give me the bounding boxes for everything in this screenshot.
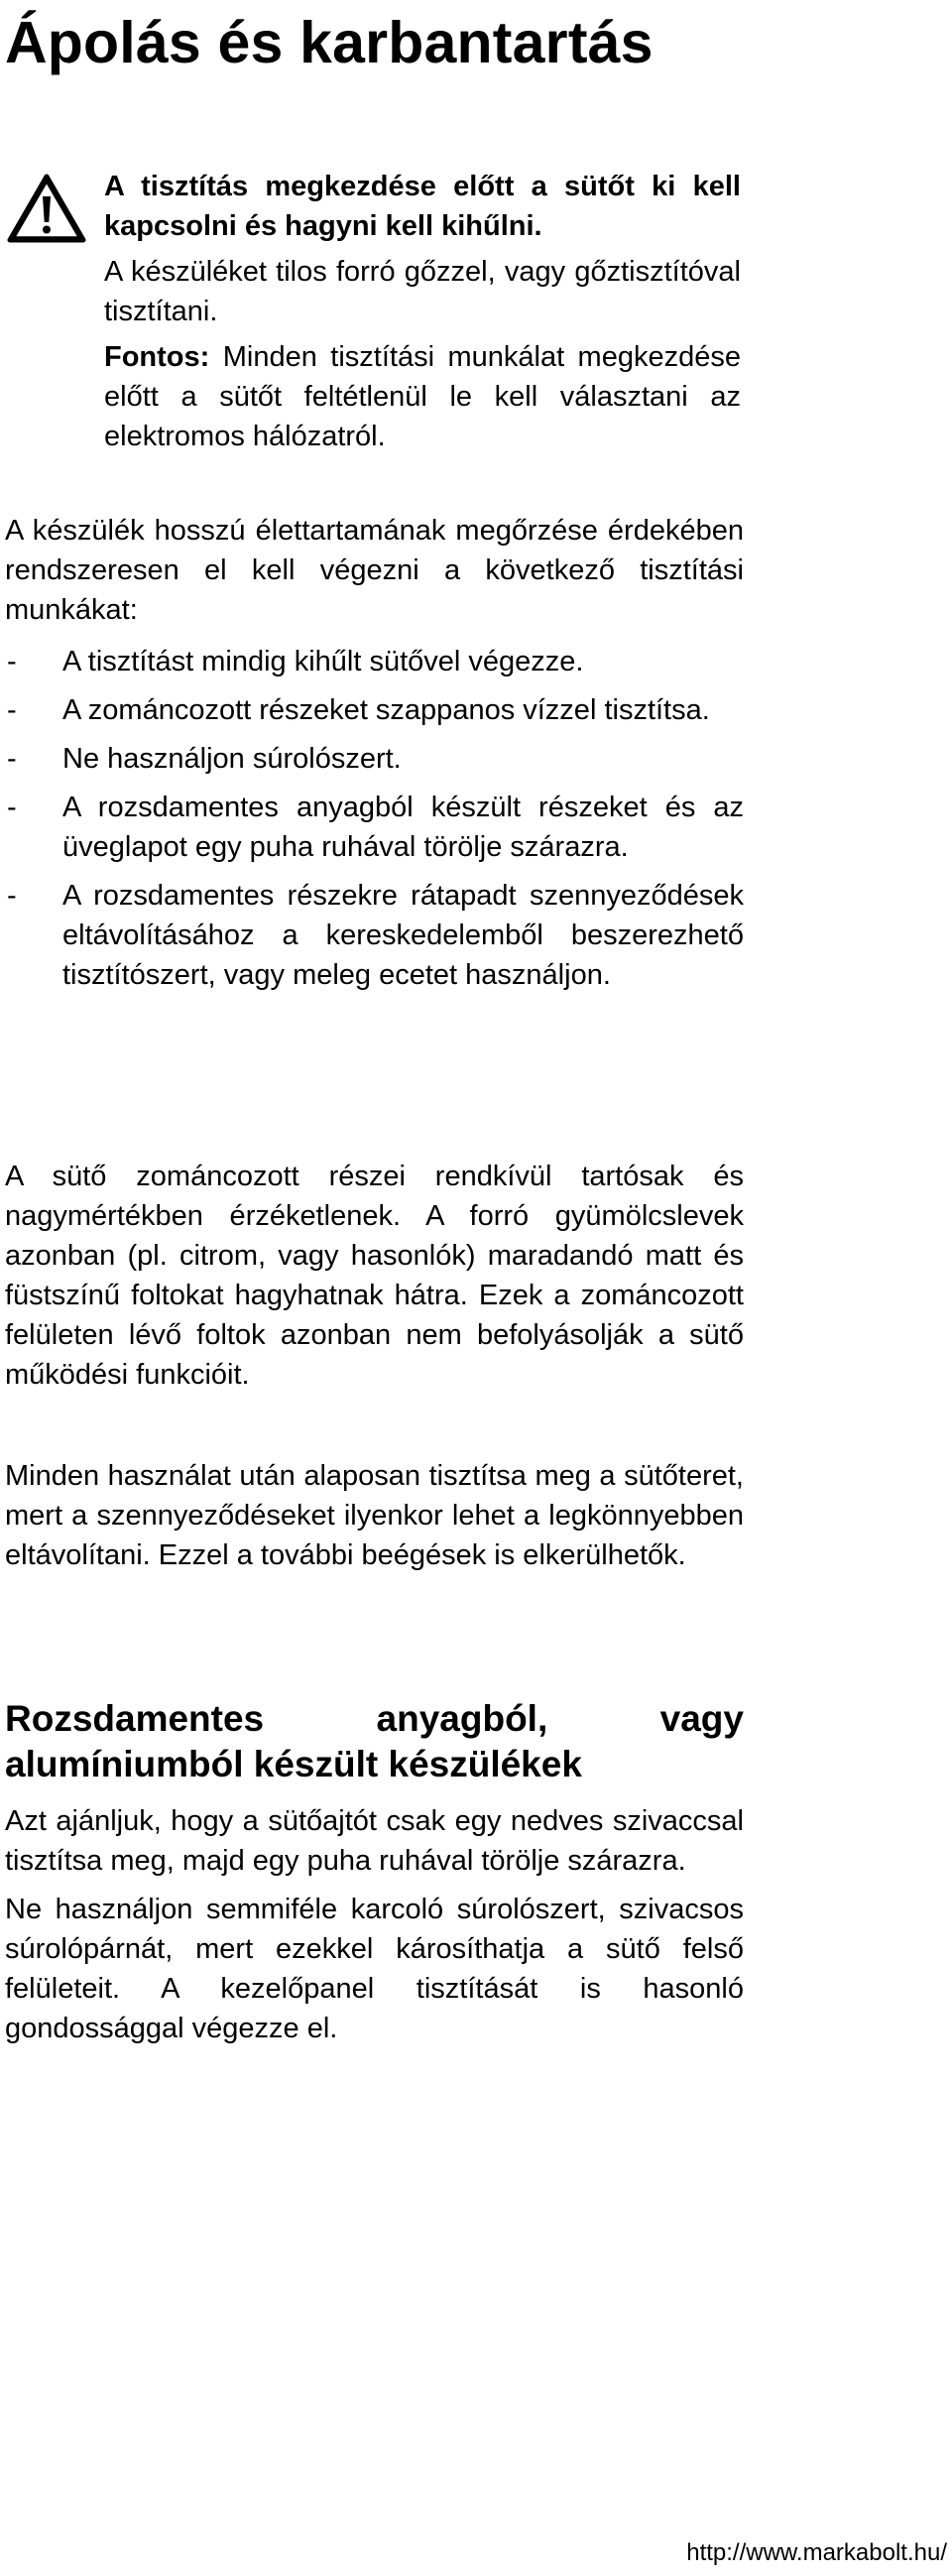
section-stainless [5,1696,744,2048]
after-use-paragraph-block [5,1456,744,1575]
important-label: Fontos: [104,341,210,373]
warning-text [104,167,741,462]
enamel-paragraph: A sütő zománcozott részei rendkívül tartósak és nagymértékben érzéketlenek. A forró gyümölcslevek azonban (pl. citrom, vagy hasonlók) maradandó matt és füstszínű foltokat hagyhatnak hátra. Ezek a zománcozott felületen lévő foltok azonban nem befolyásolják a sütő működési funkcióit. [5,1161,744,1391]
section-heading: Rozsdamentes anyagból, vagy alumíniumból készült készülékek [5,1698,744,1784]
footer-url: http://www.markabolt.hu/ [686,2539,947,2566]
warning-line-3 [104,337,741,456]
section-paragraph-2: Ne használjon semmiféle karcoló súrolószert, szivacsos súrolópárnát, mert ezekkel károsíthatja a sütő felső felületeit. A kezelőpanel tisztítását is hasonló gondossággal végezze el. [5,1894,744,2044]
list-item: - A rozsdamentes anyagból készült részeket és az üveglapot egy puha ruhával törölje szárazra. [5,788,744,867]
intro-paragraph: A készülék hosszú élettartamának megőrzése érdekében rendszeresen el kell végezni a következő tisztítási munkákat: [5,515,744,626]
list-item: - A rozsdamentes részekre rátapadt szennyeződések eltávolításához a kereskedelemből beszerezhető tisztítószert, vagy meleg ecetet használjon. [5,876,744,995]
cleaning-task-list [5,642,744,995]
warning-line-2: A készüléket tilos forró gőzzel, vagy gőztisztítóval tisztítani. [104,256,741,327]
list-item: - A tisztítást mindig kihűlt sütővel végezze. [5,642,744,681]
page-title: Ápolás és karbantartás [5,10,654,75]
after-use-paragraph: Minden használat után alaposan tisztítsa meg a sütőteret, mert a szennyeződéseket ilyenkor lehet a legkönnyebben eltávolítani. Ezzel a további beégések is elkerülhetők. [5,1460,744,1571]
enamel-paragraph-block [5,1157,744,1395]
section-paragraph-1: Azt ajánljuk, hogy a sütőajtót csak egy nedves szivaccsal tisztítsa meg, majd egy puha ruhával törölje szárazra. [5,1805,744,1877]
list-item: - Ne használjon súrolószert. [5,739,744,779]
cleaning-intro-block [5,511,744,1004]
warning-line-1: A tisztítás megkezdése előtt a sütőt ki kell kapcsolni és hagyni kell kihűlni. [104,171,741,242]
important-text: Minden tisztítási munkálat megkezdése előtt a sütőt feltétlenül le kell választani az elektromos hálózatról. [104,341,741,452]
warning-triangle-icon [6,173,87,244]
list-item: - A zománcozott részeket szappanos vízzel tisztítsa. [5,690,744,730]
